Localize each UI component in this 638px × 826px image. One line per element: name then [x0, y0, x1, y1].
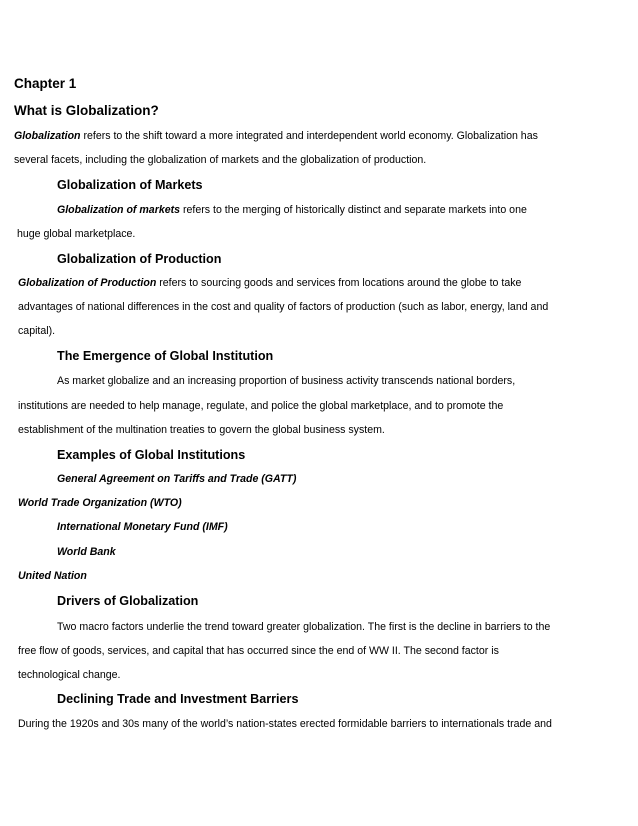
markets-line-1 [57, 203, 527, 217]
production-text-1: refers to sourcing goods and services from locations around the globe to take [156, 277, 522, 289]
example-item-gatt: General Agreement on Tariffs and Trade (GATT) [57, 473, 297, 485]
drivers-line-3: technological change. [18, 669, 121, 681]
intro-text-1: refers to the shift toward a more integrated and interdependent world economy. Globalization has [80, 130, 538, 142]
drivers-line-2: free flow of goods, services, and capital that has occurred since the end of WW II. The second factor is [18, 645, 499, 657]
intro-line-1 [14, 129, 538, 143]
emergence-line-1: As market globalize and an increasing proportion of business activity transcends national borders, [57, 375, 516, 387]
barriers-heading: Declining Trade and Investment Barriers [57, 692, 299, 706]
production-line-1 [18, 276, 521, 290]
production-line-2: advantages of national differences in the cost and quality of factors of production (such as labor, energy, land and [18, 301, 549, 313]
production-heading: Globalization of Production [57, 252, 222, 266]
examples-heading: Examples of Global Institutions [57, 448, 246, 462]
example-item-un: United Nation [18, 570, 87, 582]
section-title: What is Globalization? [14, 103, 159, 118]
intro-line-2: several facets, including the globalization of markets and the globalization of production. [14, 154, 427, 166]
drivers-line-1: Two macro factors underlie the trend toward greater globalization. The first is the decline in barriers to the [57, 621, 551, 633]
emergence-heading: The Emergence of Global Institution [57, 349, 274, 363]
barriers-line-1: During the 1920s and 30s many of the world’s nation-states erected formidable barriers to internationals trade and [18, 718, 552, 730]
emergence-line-2: institutions are needed to help manage, regulate, and police the global marketplace, and to promote the [18, 400, 504, 412]
chapter-title: Chapter 1 [14, 76, 77, 91]
markets-heading: Globalization of Markets [57, 178, 203, 192]
emergence-line-3: establishment of the multination treaties to govern the global business system. [18, 424, 385, 436]
drivers-heading: Drivers of Globalization [57, 594, 199, 608]
example-item-world-bank: World Bank [57, 546, 116, 558]
example-item-imf: International Monetary Fund (IMF) [57, 521, 228, 533]
production-term: Globalization of Production [18, 277, 157, 289]
production-line-3: capital). [18, 325, 56, 337]
intro-term: Globalization [14, 130, 81, 142]
markets-text-1: refers to the merging of historically distinct and separate markets into one [180, 204, 527, 216]
example-item-wto: World Trade Organization (WTO) [18, 497, 182, 509]
markets-term: Globalization of markets [57, 204, 181, 216]
markets-line-2: huge global marketplace. [17, 228, 136, 240]
